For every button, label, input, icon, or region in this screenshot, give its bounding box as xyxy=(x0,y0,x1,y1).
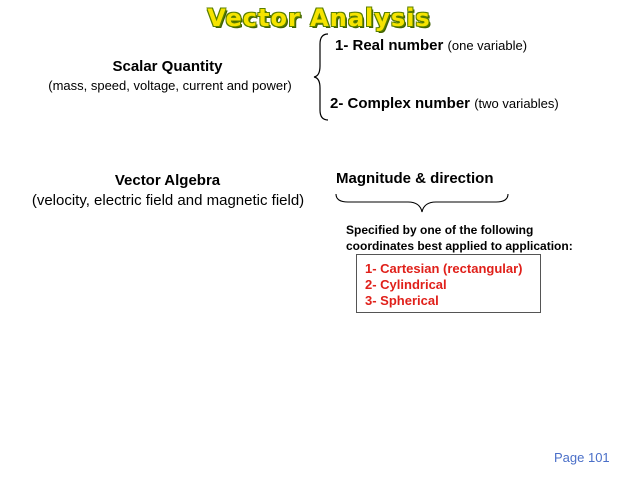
specified-text xyxy=(346,222,573,254)
scalar-option-real xyxy=(335,37,527,54)
scalar-option-complex xyxy=(330,95,559,112)
magnitude-direction: Magnitude & direction xyxy=(336,170,494,187)
vector-examples: (velocity, electric field and magnetic field) xyxy=(31,192,305,209)
slide-title: Vector Analysis xyxy=(207,4,431,32)
magnitude-brace xyxy=(334,192,510,214)
coordinate-box xyxy=(356,254,541,313)
specified-line-1: Specified by one of the following xyxy=(346,223,534,237)
coordinate-cartesian: 1- Cartesian (rectangular) xyxy=(365,261,523,276)
option-complex-label: 2- Complex number xyxy=(330,95,471,112)
coordinate-list xyxy=(365,261,523,309)
option-real-label: 1- Real number xyxy=(335,37,444,54)
coordinate-spherical: 3- Spherical xyxy=(365,293,439,308)
scalar-examples: (mass, speed, voltage, current and power) xyxy=(48,78,292,93)
page-number: Page 101 xyxy=(554,450,610,465)
specified-line-2: coordinates best applied to application: xyxy=(346,239,573,253)
coordinate-cylindrical: 2- Cylindrical xyxy=(365,277,447,292)
option-real-note: (one variable) xyxy=(447,38,528,53)
option-complex-note: (two variables) xyxy=(474,96,559,111)
scalar-heading: Scalar Quantity xyxy=(112,58,223,75)
vector-heading: Vector Algebra xyxy=(114,172,221,189)
scalar-brace xyxy=(312,32,332,122)
